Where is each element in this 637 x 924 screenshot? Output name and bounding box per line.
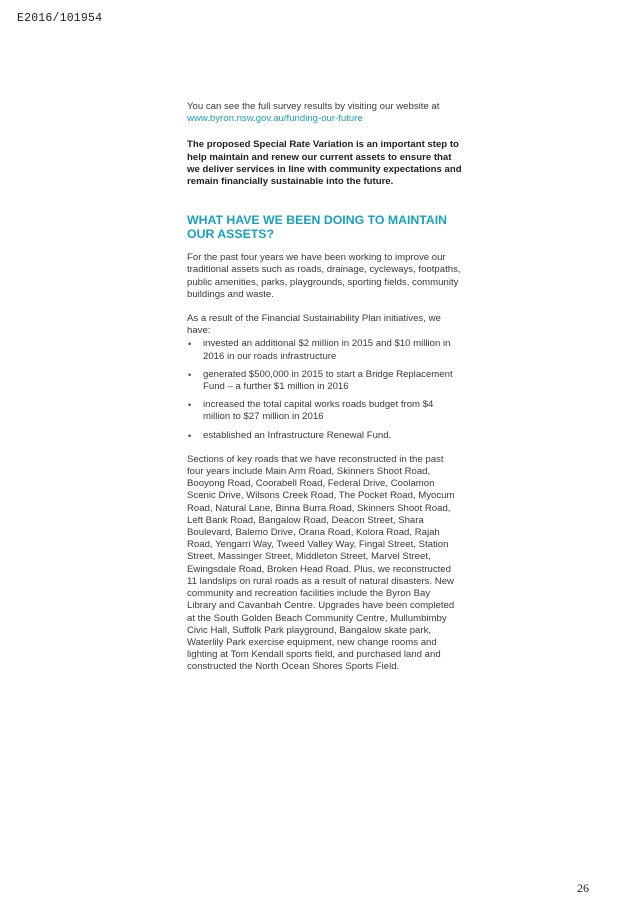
bullet-icon: • [188,339,192,350]
bullet-icon: • [188,369,192,380]
section-heading: WHAT HAVE WE BEEN DOING TO MAINTAIN OUR ASSETS? [187,213,448,242]
bullets-intro: As a result of the Financial Sustainability Plan initiatives, we have: [187,313,441,337]
list-item: • generated $500,000 in 2015 to start a Bridge Replacement Fund – a further $1 million in 2016 [188,368,453,393]
bullet-icon: • [188,400,192,411]
initiatives-list [187,338,462,441]
survey-intro [187,101,462,125]
roads-paragraph: Sections of key roads that we have reconstructed in the past four years include Main Arm Road, Skinners Shoot Road, Booyong Road, Coorabell Road, Federal Drive, Coolamon Scenic Drive, Wilsons Creek Road, The Pocket Road, Myocum Road, Natural Lane, Binna Burra Road, Skinners Shoot Road, Left Bank Road, Bangalow Road, Deacon Street, Shara Boulevard, Balemo Drive, Orana Road, Kolora Road, Rajah Road, Yengarri Way, Tweed Valley Way, Fingal Street, Station Street, Massinger Street, Middleton Street, Marvel Street, Ewingsdale Road, Broken Head Road. Plus, we reconstructed 11 landslips on rural roads as a result of natural disasters. New community and recreation facilities include the Byron Bay Library and Cavanbah Centre. Upgrades have been completed at the South Golden Beach Community Centre, Mullumbimby Civic Hall, Suffolk Park playground, Bangalow skate park, Waterlily Park exercise equipment, new change rooms and lighting at Tom Kendall sports field, and purchased land and constructed the North Ocean Shores Sports Field. [187,453,455,673]
list-item: • invested an additional $2 million in 2015 and $10 million in 2016 in our roads infrastructure [188,338,451,362]
survey-intro-text: You can see the full survey results by visiting our website at [187,101,440,112]
bullet-icon: • [188,430,192,441]
srv-statement: The proposed Special Rate Variation is an important step to help maintain and renew our current assets to ensure that we deliver services in line with community expectations and remain financially sustainable into the future. [187,139,462,188]
list-item: • increased the total capital works roads budget from $4 million to $27 million in 2016 [188,399,434,423]
page-number: 26 [577,881,589,895]
document-reference: E2016/101954 [17,12,103,25]
list-item: • established an Infrastructure Renewal Fund. [188,429,392,441]
website-link[interactable]: www.byron.nsw.gov.au/funding-our-future [187,113,363,125]
page-content [187,101,462,686]
assets-paragraph: For the past four years we have been working to improve our traditional assets such as roads, drainage, cycleways, footpaths, public amenities, parks, playgrounds, sporting fields, community buildings and waste. [187,252,461,300]
